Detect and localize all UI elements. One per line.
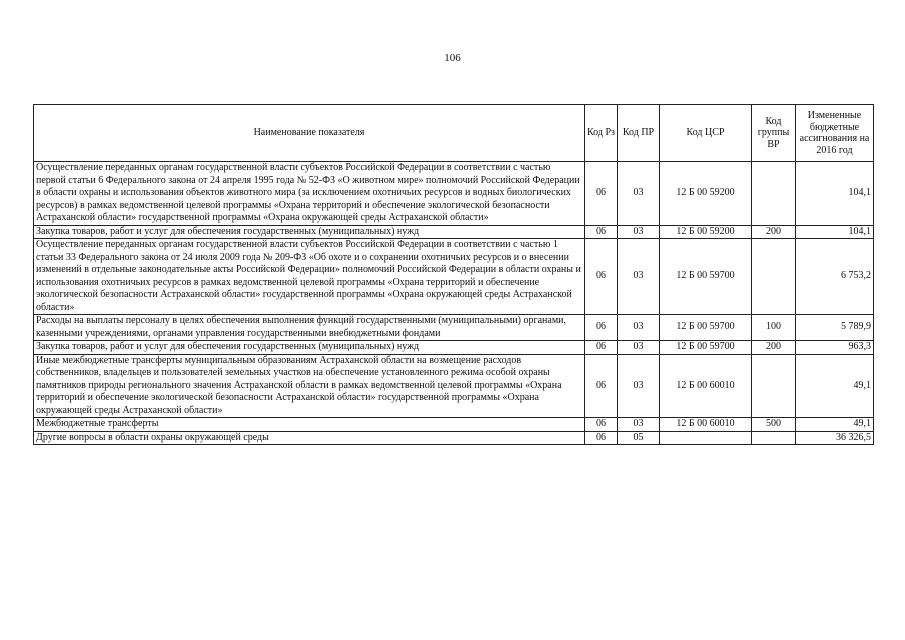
- row-vr: [752, 162, 796, 226]
- row-amount: 104,1: [796, 162, 874, 226]
- row-vr: [752, 239, 796, 315]
- table-header-row: [34, 105, 874, 162]
- row-csr: 12 Б 00 60010: [660, 418, 752, 432]
- header-name: Наименование показателя: [34, 105, 585, 162]
- row-pr: 03: [618, 239, 660, 315]
- row-pr: 03: [618, 162, 660, 226]
- row-name: Осуществление переданных органам государственной власти субъектов Российской Федерации в соответствии с частью 1 статьи 33 Федерального закона от 24 июля 2009 года № 209-ФЗ «Об охоте и о сохранении охотничьих ресурсов и о внесении изменений в отдельные законодательные акты Российской Федерации» полномочий Российской Федерации в области охраны и использования охотничьих ресурсов в рамках ведомственной целевой программы «Охрана территорий и обеспечение экологической безопасности Астраханской области» государственной программы «Охрана окружающей среды Астраханской области»: [34, 239, 585, 315]
- table-row: [34, 315, 874, 341]
- table-row: [34, 341, 874, 355]
- row-csr: 12 Б 00 60010: [660, 354, 752, 418]
- row-vr: 100: [752, 315, 796, 341]
- row-vr: 500: [752, 418, 796, 432]
- row-vr: [752, 431, 796, 445]
- row-rz: 06: [585, 162, 618, 226]
- row-name: Расходы на выплаты персоналу в целях обеспечения выполнения функций государственными (муниципальными) органами, казенными учреждениями, органами управления государственными внебюджетными фондами: [34, 315, 585, 341]
- row-amount: 49,1: [796, 354, 874, 418]
- row-pr: 05: [618, 431, 660, 445]
- row-amount: 6 753,2: [796, 239, 874, 315]
- row-rz: 06: [585, 239, 618, 315]
- row-amount: 104,1: [796, 225, 874, 239]
- row-amount: 36 326,5: [796, 431, 874, 445]
- row-name: Межбюджетные трансферты: [34, 418, 585, 432]
- table-row: [34, 431, 874, 445]
- header-pr: Код ПР: [618, 105, 660, 162]
- row-amount: 963,3: [796, 341, 874, 355]
- table-row: [34, 354, 874, 418]
- row-pr: 03: [618, 225, 660, 239]
- row-pr: 03: [618, 315, 660, 341]
- row-csr: 12 Б 00 59200: [660, 162, 752, 226]
- row-pr: 03: [618, 354, 660, 418]
- table-row: [34, 225, 874, 239]
- row-csr: 12 Б 00 59700: [660, 315, 752, 341]
- row-amount: 5 789,9: [796, 315, 874, 341]
- row-rz: 06: [585, 225, 618, 239]
- row-name: Иные межбюджетные трансферты муниципальным образованиям Астраханской области на возмещение расходов собственников, владельцев и пользователей земельных участков на обеспечение установленного режима особой охраны памятников природы регионального значения Астраханской области в рамках ведомственной целевой программы «Охрана территорий и обеспечение экологической безопасности Астраханской области» государственной программы «Охрана окружающей среды Астраханской области»: [34, 354, 585, 418]
- row-name: Другие вопросы в области охраны окружающей среды: [34, 431, 585, 445]
- row-rz: 06: [585, 418, 618, 432]
- table-row: [34, 418, 874, 432]
- row-csr: 12 Б 00 59700: [660, 341, 752, 355]
- row-vr: 200: [752, 341, 796, 355]
- row-csr: 12 Б 00 59200: [660, 225, 752, 239]
- header-rz: Код Рз: [585, 105, 618, 162]
- row-csr: [660, 431, 752, 445]
- table-row: [34, 239, 874, 315]
- row-name: Осуществление переданных органам государственной власти субъектов Российской Федерации в соответствии с частью первой статьи 6 Федерального закона от 24 апреля 1995 года № 52-ФЗ «О животном мире» полномочий Российской Федерации в области охраны и использования объектов животного мира (за исключением охотничьих ресурсов и водных биологических ресурсов) в рамках ведомственной целевой программы «Охрана территорий и обеспечение экологической безопасности Астраханской области» государственной программы «Охрана окружающей среды Астраханской области»: [34, 162, 585, 226]
- row-rz: 06: [585, 341, 618, 355]
- row-rz: 06: [585, 354, 618, 418]
- header-csr: Код ЦСР: [660, 105, 752, 162]
- row-rz: 06: [585, 315, 618, 341]
- row-vr: [752, 354, 796, 418]
- page-number: 106: [444, 52, 461, 64]
- header-amount: Измененные бюджетные ассигнования на 2016 год: [796, 105, 874, 162]
- row-amount: 49,1: [796, 418, 874, 432]
- table-row: [34, 162, 874, 226]
- row-csr: 12 Б 00 59700: [660, 239, 752, 315]
- row-rz: 06: [585, 431, 618, 445]
- row-name: Закупка товаров, работ и услуг для обеспечения государственных (муниципальных) нужд: [34, 341, 585, 355]
- budget-table: [33, 104, 874, 445]
- row-vr: 200: [752, 225, 796, 239]
- row-pr: 03: [618, 418, 660, 432]
- row-pr: 03: [618, 341, 660, 355]
- row-name: Закупка товаров, работ и услуг для обеспечения государственных (муниципальных) нужд: [34, 225, 585, 239]
- header-vr: Код группы ВР: [752, 105, 796, 162]
